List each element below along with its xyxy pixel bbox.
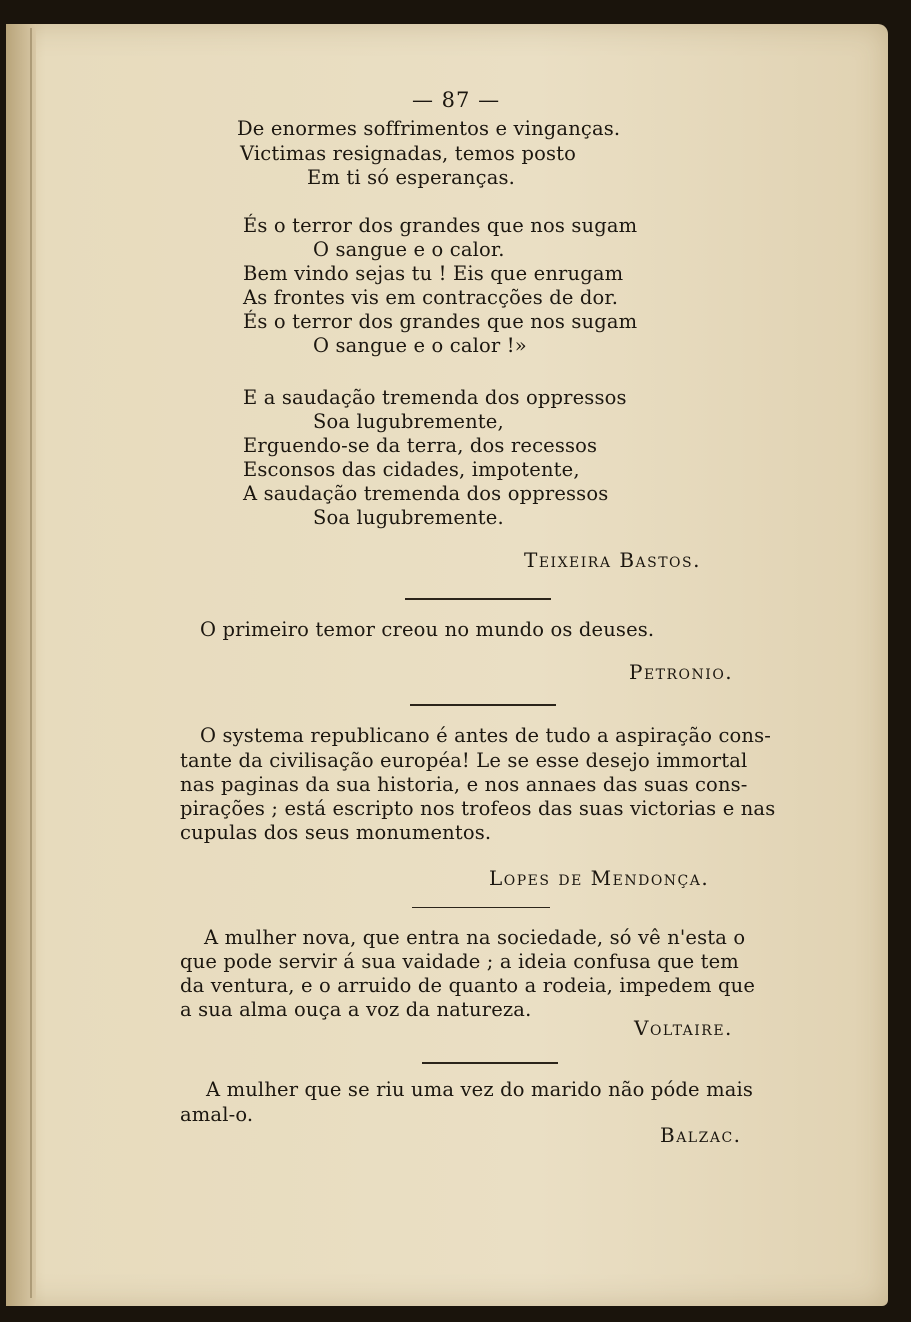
poem-line: O sangue e o calor !» (313, 334, 527, 357)
poem-line: Esconsos das cidades, impotente, (243, 458, 580, 481)
separator-rule (412, 907, 550, 908)
quote-line: A mulher que se riu uma vez do marido não póde mais (206, 1078, 754, 1101)
poem-line: De enormes soffrimentos e vinganças. (237, 117, 621, 140)
quote-line: nas paginas da sua historia, e nos annaes das suas cons- (180, 773, 748, 796)
quote-author: Balzac. (660, 1123, 742, 1147)
separator-rule (422, 1062, 558, 1064)
poem-line: Soa lugubremente. (313, 506, 504, 529)
poem-line: És o terror dos grandes que nos sugam (243, 214, 638, 237)
poem-line: Victimas resignadas, temos posto (240, 142, 576, 165)
poem-line: Bem vindo sejas tu ! Eis que enrugam (243, 262, 624, 285)
quote-line: O primeiro temor creou no mundo os deuses. (200, 618, 655, 641)
quote-line: amal-o. (180, 1103, 254, 1126)
separator-rule (410, 704, 556, 706)
quote-line: a sua alma ouça a voz da natureza. (180, 998, 532, 1021)
quote-line: da ventura, e o arruido de quanto a rodeia, impedem que (180, 974, 756, 997)
poem-line: És o terror dos grandes que nos sugam (243, 310, 638, 333)
quote-author: Lopes de Mendonça. (489, 866, 710, 890)
poem-line: Soa lugubremente, (313, 410, 504, 433)
quote-line: que pode servir á sua vaidade ; a ideia confusa que tem (180, 950, 739, 973)
quote-line: pirações ; está escripto nos trofeos das suas victorias e nas (180, 797, 776, 820)
poem-line: Em ti só esperanças. (307, 166, 515, 189)
quote-line: cupulas dos seus monumentos. (180, 821, 492, 844)
poem-line: E a saudação tremenda dos oppressos (243, 386, 627, 409)
quote-line: O systema republicano é antes de tudo a aspiração cons- (200, 724, 772, 747)
poem-line: Erguendo-se da terra, dos recessos (243, 434, 598, 457)
quote-line: tante da civilisação européa! Le se esse desejo immortal (180, 749, 748, 772)
page-fold (30, 28, 32, 1298)
page-number: — 87 — (412, 88, 501, 112)
poem-line: A saudação tremenda dos oppressos (243, 482, 609, 505)
quote-line: A mulher nova, que entra na sociedade, só vê n'esta o (204, 926, 746, 949)
separator-rule (405, 598, 551, 600)
poem-line: O sangue e o calor. (313, 238, 505, 261)
quote-author: Petronio. (629, 660, 734, 684)
poem-line: As frontes vis em contracções de dor. (243, 286, 619, 309)
quote-author: Voltaire. (634, 1016, 733, 1040)
poem-author: Teixeira Bastos. (524, 548, 701, 572)
